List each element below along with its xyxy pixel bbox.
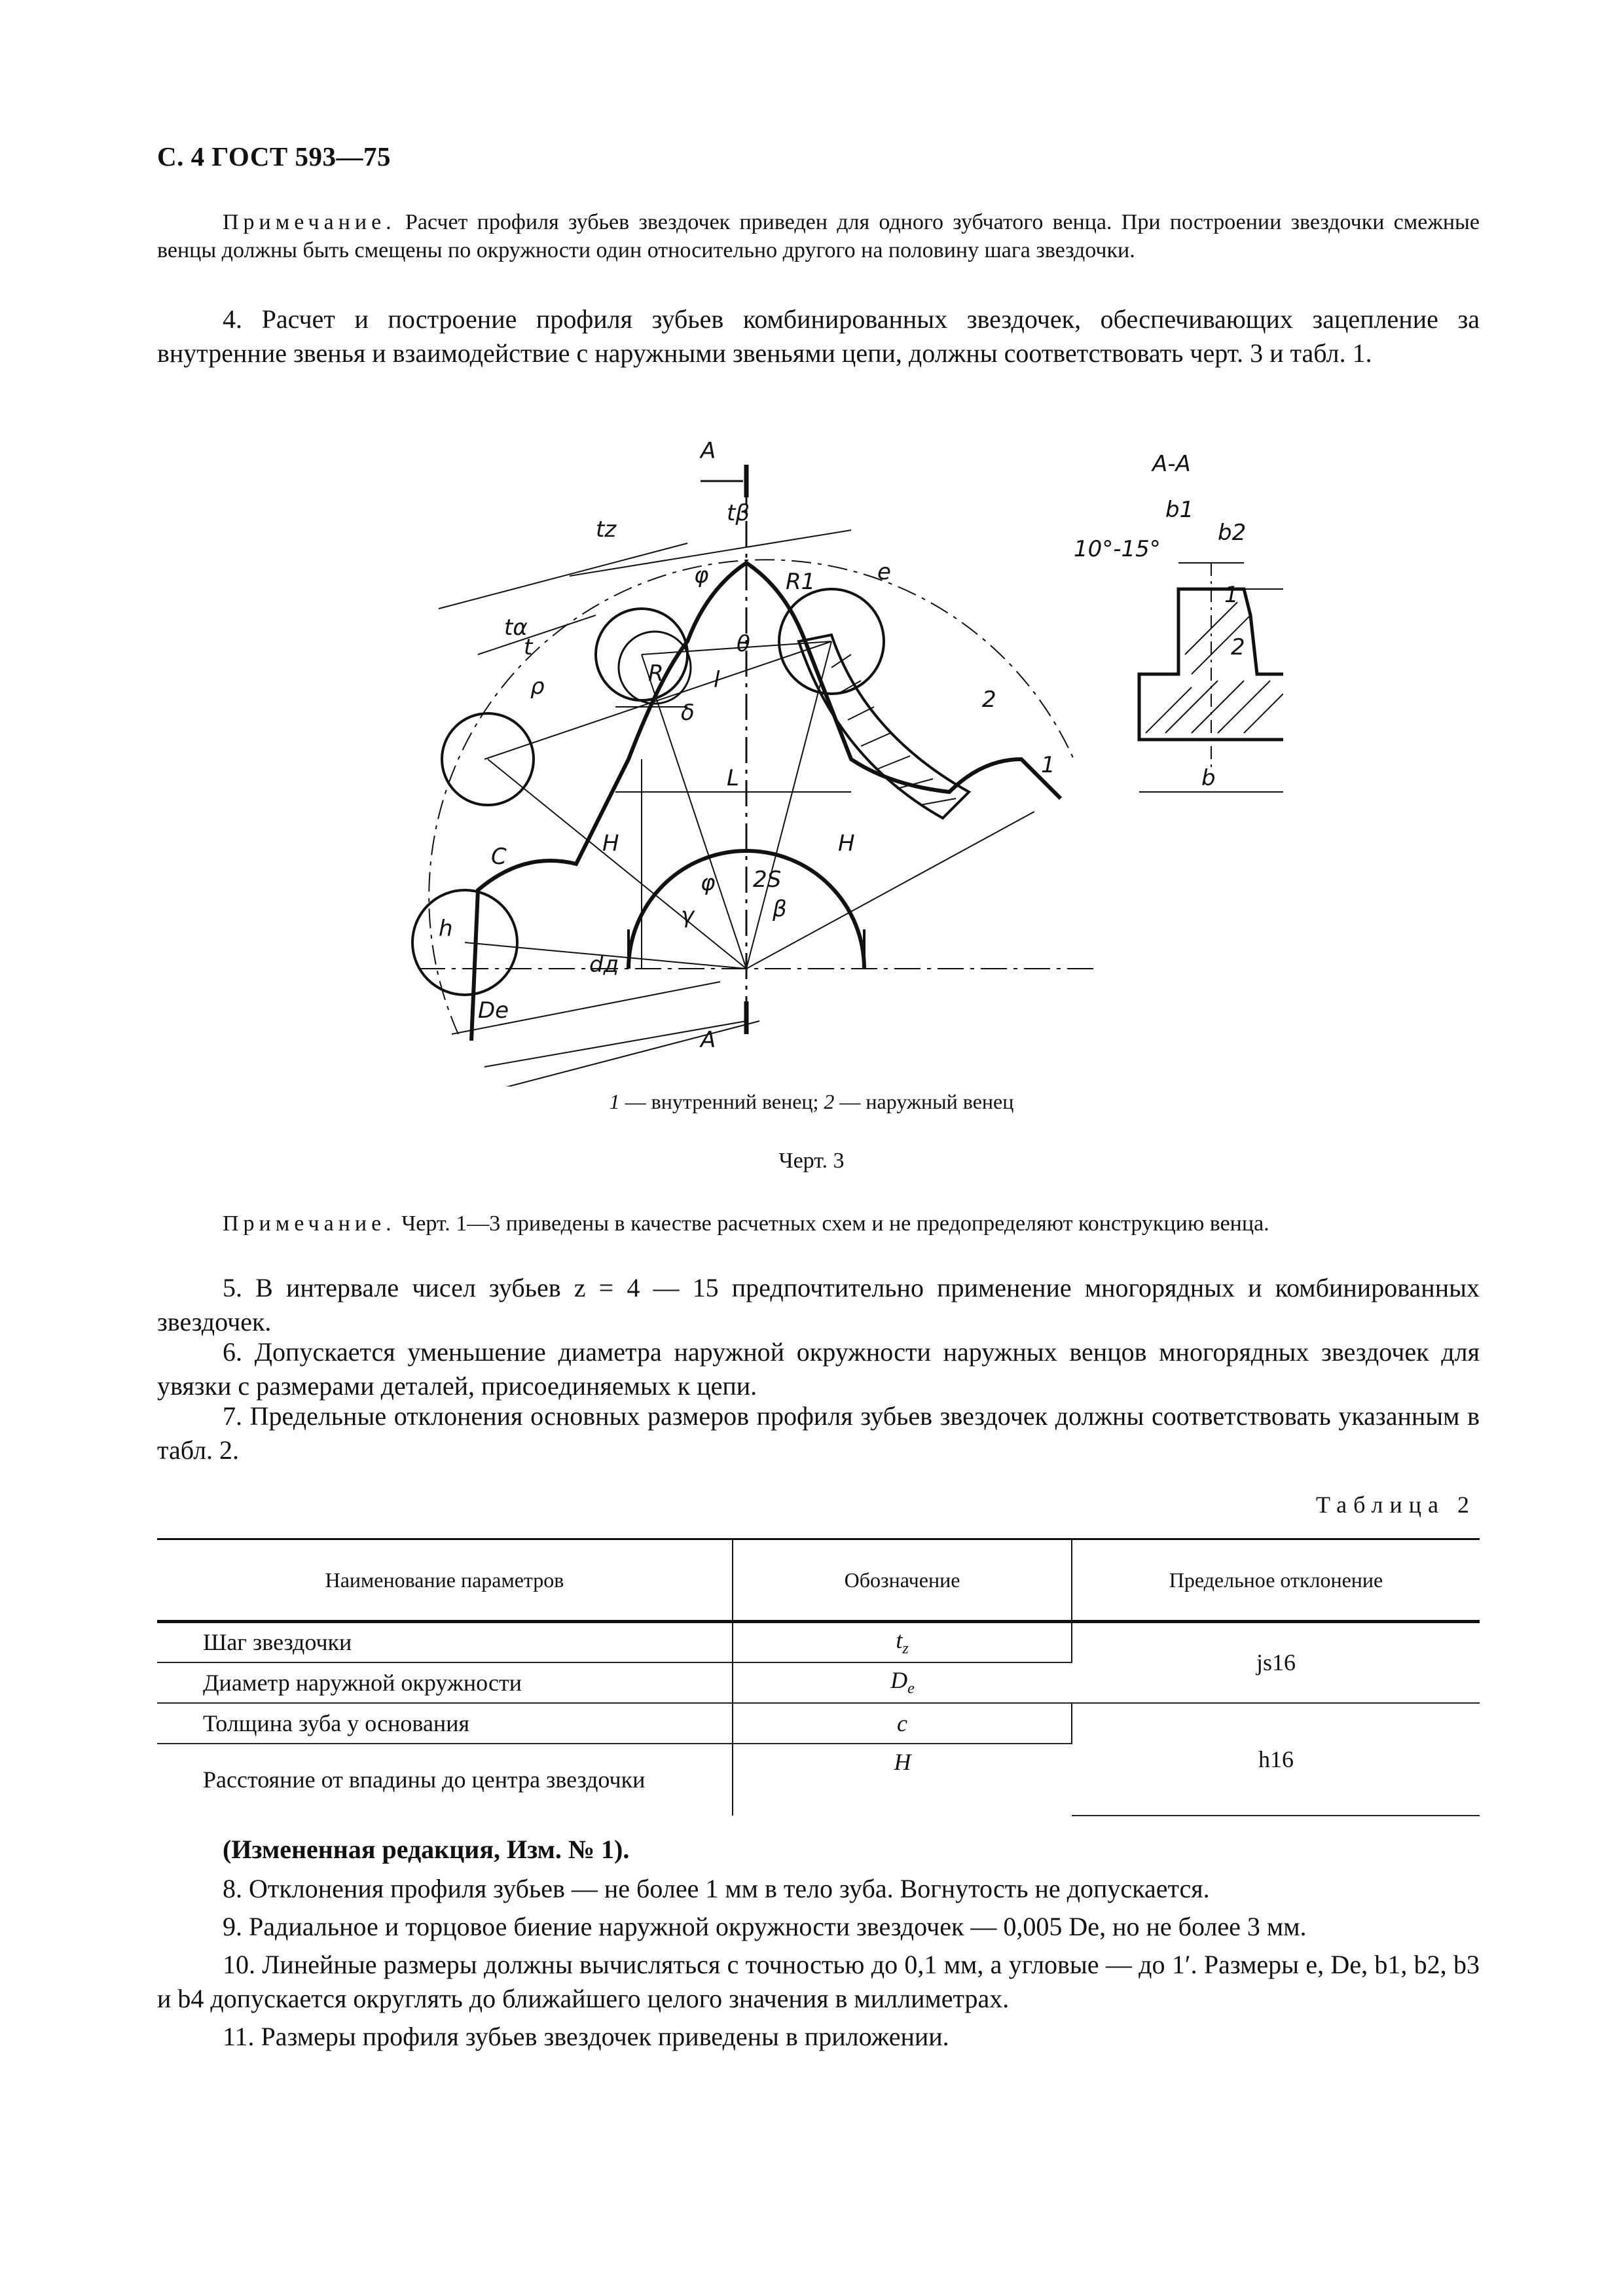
table-row: [157, 1703, 1480, 1744]
label-C: C: [491, 844, 507, 870]
row-name: Диаметр наружной окружности: [157, 1662, 733, 1703]
label-t: t: [524, 634, 533, 660]
note-1: [157, 208, 1480, 264]
paragraph-4: 4. Расчет и построение профиля зубьев комбинированных звездочек, обеспечивающих зацепление за внутренние звенья и взаимодействие с наружными звеньями цепи, должны соответствовать черт. 3 и табл. 1.: [157, 304, 1480, 368]
label-dd: dд: [589, 952, 619, 978]
paragraph-10: 10. Линейные размеры должны вычисляться с точностью до 0,1 мм, а угловые — до 1′. Размеры e, De, b1, b2, b3 и b4 допускается округлять до ближайшего целого значения в миллиметрах.: [157, 1950, 1480, 2013]
figure-caption: Черт. 3: [778, 1149, 845, 1173]
label-H: H: [602, 831, 619, 857]
note-2-label: Примечание.: [223, 1211, 396, 1236]
note-2-text: Черт. 1—3 приведены в качестве расчетных схем и не предопределяют конструкцию венца.: [401, 1211, 1269, 1236]
row-symbol: H: [894, 1748, 911, 1775]
row-symbol: $D_e$: [733, 1662, 1072, 1703]
label-a-top: А: [701, 438, 716, 464]
paragraph-11: 11. Размеры профиля зубьев звездочек приведены в приложении.: [223, 2022, 949, 2051]
label-rho: ρ: [530, 673, 545, 700]
amendment-note: (Измененная редакция, Изм. № 1).: [223, 1835, 630, 1864]
legend-1-num: 1: [609, 1090, 620, 1113]
tolerance-table: [157, 1538, 1480, 1816]
paragraph-6: 6. Допускается уменьшение диаметра наружной окружности наружных венцов многорядных звездочек для увязки с размерами деталей, присоединяемых к цепи.: [157, 1337, 1480, 1401]
paragraph-8: 8. Отклонения профиля зубьев — не более 1 мм в тело зуба. Вогнутость не допускается.: [223, 1874, 1210, 1903]
label-2: 2: [982, 687, 996, 713]
label-beta: β: [773, 896, 787, 922]
label-r: R: [648, 660, 664, 687]
label-section-title: А-А: [1152, 451, 1191, 477]
label-e: e: [877, 559, 891, 585]
table-title: Таблица 2: [1316, 1492, 1476, 1518]
page-header: С. 4 ГОСТ 593—75: [157, 141, 392, 171]
label-De: De: [478, 997, 509, 1024]
row-symbol: c: [733, 1703, 1072, 1744]
label-phi: φ: [694, 562, 709, 588]
note-1-label: Примечание.: [223, 210, 396, 234]
row-symbol: $t_z$: [733, 1622, 1072, 1662]
label-tb: tβ: [727, 500, 750, 526]
paragraph-9: 9. Радиальное и торцовое биение наружной окружности звездочек — 0,005 De, но не более 3 мм.: [223, 1912, 1307, 1941]
label-b1: b1: [1165, 497, 1194, 523]
table-header-name: Наименование параметров: [157, 1539, 733, 1622]
label-phi2: φ: [701, 870, 716, 896]
label-H2: H: [838, 831, 855, 857]
sprocket-drawing: [380, 393, 1283, 1086]
note-2: [157, 1210, 1480, 1238]
note-1-text: Расчет профиля зубьев звездочек приведен для одного зубчатого венца. При построении звездочки смежные венцы должны быть смещены по окружности один относительно другого на половину шага звездочки.: [157, 210, 1480, 262]
row-tolerance: h16: [1072, 1703, 1480, 1816]
legend-2-text: — наружный венец: [834, 1090, 1014, 1113]
table-header-tolerance: Предельное отклонение: [1072, 1539, 1480, 1622]
row-name: Расстояние от впадины до центра звездочки: [157, 1744, 733, 1816]
label-a-bottom: А: [701, 1027, 716, 1053]
label-L: L: [727, 765, 739, 791]
figure-legend: [0, 1090, 1623, 1114]
label-sec1: 1: [1224, 582, 1239, 608]
table-row: [157, 1622, 1480, 1662]
paragraph-7: 7. Предельные отклонения основных размеров профиля зубьев звездочек должны соответствовать указанным в табл. 2.: [157, 1401, 1480, 1465]
label-theta: θ: [737, 631, 750, 657]
paragraph-5: 5. В интервале чисел зубьев z = 4 — 15 предпочтительно применение многорядных и комбинированных звездочек.: [157, 1273, 1480, 1336]
row-name: Толщина зуба у основания: [157, 1703, 733, 1744]
label-ta: tα: [504, 615, 528, 641]
row-tolerance: js16: [1072, 1622, 1480, 1703]
label-sec2: 2: [1231, 634, 1245, 660]
label-b2: b2: [1218, 520, 1247, 546]
label-delta: δ: [681, 700, 695, 726]
row-name: Шаг звездочки: [157, 1622, 733, 1662]
label-gamma: γ: [681, 903, 695, 929]
legend-2-num: 2: [824, 1090, 835, 1113]
label-angle: 10°-15°: [1074, 536, 1161, 562]
label-h: h: [439, 916, 453, 942]
legend-1-text: — внутренний венец;: [619, 1090, 824, 1113]
label-r1: R1: [786, 569, 816, 595]
label-tz: tz: [596, 516, 617, 543]
label-b: b: [1201, 765, 1216, 791]
label-l: l: [714, 667, 720, 693]
table-header-symbol: Обозначение: [733, 1539, 1072, 1622]
label-2s: 2S: [753, 867, 782, 893]
label-1: 1: [1041, 752, 1055, 778]
